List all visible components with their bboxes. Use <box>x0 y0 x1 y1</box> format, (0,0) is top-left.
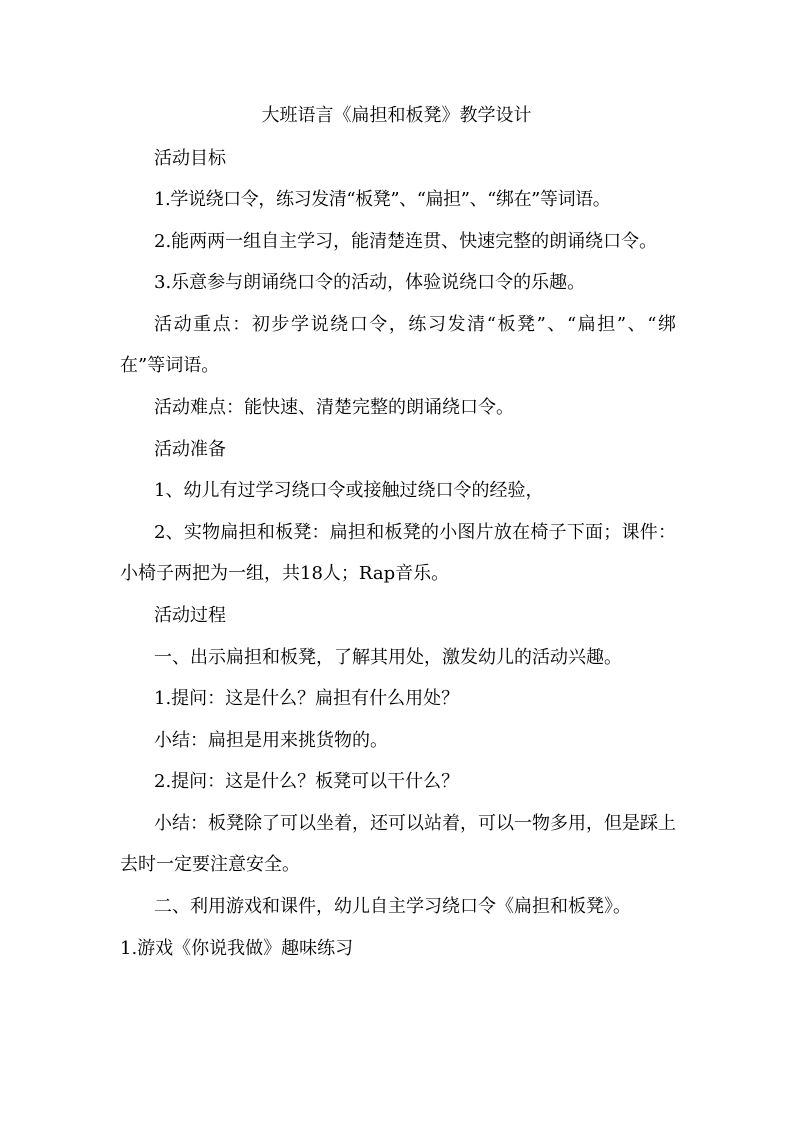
heading-preparation: 活动准备 <box>154 439 226 460</box>
summary-1: 小结：扁担是用来挑货物的。 <box>154 730 388 751</box>
process-step-1: 一、出示扁担和板凳，了解其用处，激发幼儿的活动兴趣。 <box>154 647 622 668</box>
question-1: 1.提问：这是什么？扁担有什么用处？ <box>154 688 460 709</box>
document-title: 大班语言《扁担和板凳》教学设计 <box>261 105 532 126</box>
game-1: 1.游戏《你说我做》趣味练习 <box>120 938 354 959</box>
heading-activity-goals: 活动目标 <box>154 148 226 169</box>
key-point: 活动重点：初步学说绕口令，练习发清“板凳”、“扁担”、“绑在”等词语。 <box>120 314 676 376</box>
goal-2: 2.能两两一组自主学习，能清楚连贯、快速完整的朗诵绕口令。 <box>154 231 658 252</box>
heading-process: 活动过程 <box>154 605 226 626</box>
preparation-2: 2、实物扁担和板凳：扁担和板凳的小图片放在椅子下面；课件：小椅子两把为一组，共18人；Rap音乐。 <box>120 522 676 584</box>
difficult-point: 活动难点：能快速、清楚完整的朗诵绕口令。 <box>154 397 514 418</box>
summary-2: 小结：板凳除了可以坐着，还可以站着，可以一物多用，但是踩上去时一定要注意安全。 <box>120 813 676 875</box>
goal-1: 1.学说绕口令，练习发清“板凳”、“扁担”、“绑在”等词语。 <box>154 189 611 210</box>
question-2: 2.提问：这是什么？板凳可以干什么？ <box>154 771 460 792</box>
preparation-1: 1、幼儿有过学习绕口令或接触过绕口令的经验， <box>154 480 544 501</box>
process-step-2: 二、利用游戏和课件，幼儿自主学习绕口令《扁担和板凳》。 <box>154 896 631 917</box>
goal-3: 3.乐意参与朗诵绕口令的活动，体验说绕口令的乐趣。 <box>154 272 586 293</box>
